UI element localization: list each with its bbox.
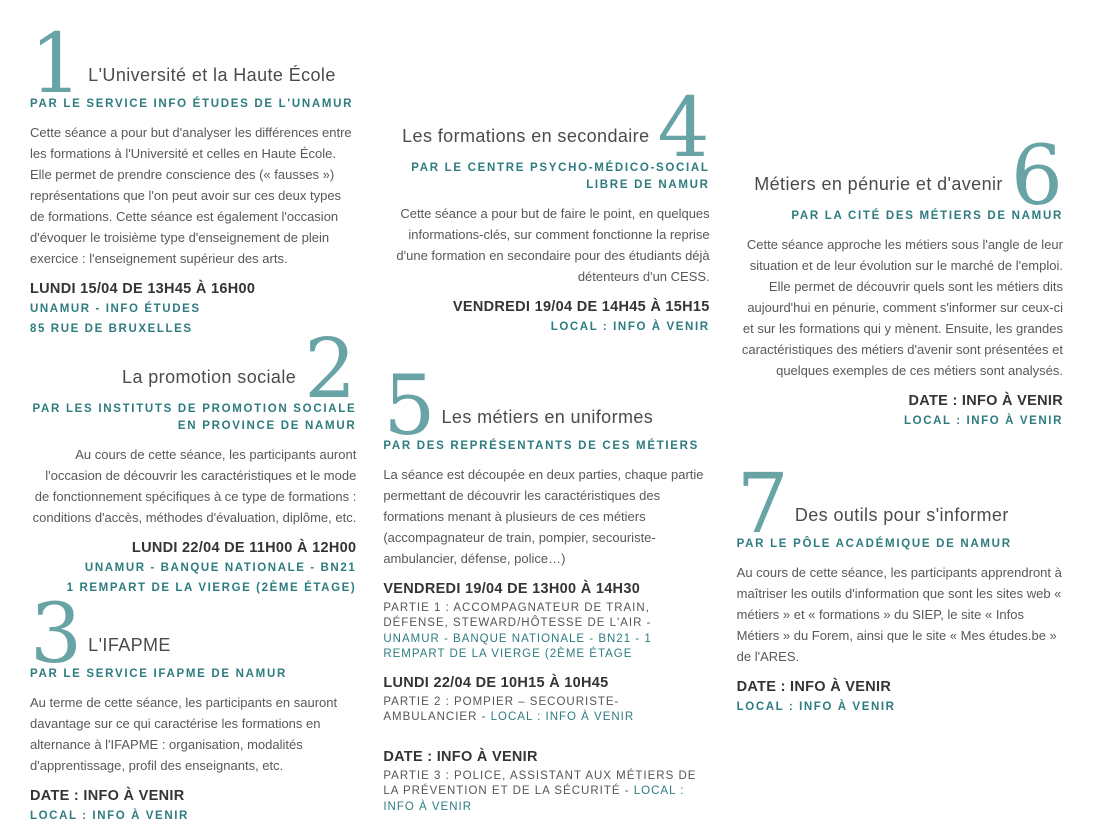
- session-detail-text: PARTIE 2 : POMPIER – SECOURISTE-AMBULANCIER -: [383, 695, 620, 723]
- section-title: L'Université et la Haute École: [88, 65, 336, 85]
- session-location: LOCAL : INFO À VENIR: [904, 415, 1063, 427]
- section-number: 6: [1010, 129, 1063, 224]
- session-slot: [737, 678, 1063, 716]
- session-location: UNAMUR - INFO ÉTUDES: [30, 303, 201, 315]
- section-outils-informer: [736, 456, 1063, 716]
- section-number: 1: [30, 17, 83, 112]
- section-title: L'IFAPME: [88, 635, 171, 655]
- section-presenter: PAR LES INSTITUTS DE PROMOTION SOCIALE EN PROVINCE DE NAMUR: [32, 403, 357, 432]
- section-description: Au cours de cette séance, les participants auront l'occasion de découvrir les caractéristiques et le mode de fonctionnement spécifiques à ce type de formations : conditions d'accès, méthodes d'évaluation, diplôme, etc.: [32, 447, 357, 525]
- session-detail: [383, 695, 709, 726]
- section-universite-haute-ecole: [30, 17, 356, 337]
- section-title: Métiers en pénurie et d'avenir: [754, 174, 1003, 194]
- section-number: 5: [383, 358, 436, 454]
- session-date: LUNDI 22/04 DE 10H15 À 10H45: [383, 674, 609, 691]
- section-title: Les formations en secondaire: [402, 126, 650, 146]
- session-detail-location: LOCAL : INFO À VENIR: [383, 785, 685, 813]
- session-detail-text: PARTIE 3 : POLICE, ASSISTANT AUX MÉTIERS DE LA PRÉVENTION ET DE LA SÉCURITÉ -: [383, 769, 697, 797]
- section-title: Les métiers en uniformes: [441, 406, 654, 427]
- session-slot: [30, 787, 356, 825]
- section-header: [383, 81, 710, 176]
- session-location: UNAMUR - BANQUE NATIONALE - BN21: [84, 562, 357, 574]
- section-presenter: PAR LA CITÉ DES MÉTIERS DE NAMUR: [791, 210, 1063, 222]
- column-3: [737, 0, 1063, 837]
- section-metiers-uniformes: [383, 358, 709, 816]
- session-date: LUNDI 15/04 DE 13H45 À 16H00: [30, 281, 256, 297]
- section-title: La promotion sociale: [122, 367, 297, 387]
- session-date: DATE : INFO À VENIR: [30, 788, 185, 804]
- session-detail: [383, 769, 709, 816]
- section-description: Cette séance approche les métiers sous l'angle de leur situation et de leur évolution sur le marché de l'emploi. Elle permet de découvrir quels sont les métiers dits aujourd'hui en pénurie, comment s'informer sur ceux-ci et sur les formations qui y mènent. Ensuite, les grandes caractéristiques des métiers d'avenir sont présentées et quelques exemples de ces métiers sont analysés.: [741, 237, 1063, 378]
- session-date: DATE : INFO À VENIR: [908, 393, 1063, 409]
- session-date: DATE : INFO À VENIR: [736, 678, 892, 695]
- session-slot-partie-1: [383, 580, 709, 663]
- session-location: LOCAL : INFO À VENIR: [736, 700, 896, 713]
- session-slot-partie-3: [383, 748, 709, 816]
- column-2: [383, 0, 709, 837]
- session-date: VENDREDI 19/04 DE 14H45 À 15H15: [452, 299, 710, 315]
- session-slot: [383, 298, 709, 336]
- section-description: La séance est découpée en deux parties, chaque partie permettant de découvrir les caractéristiques des formations menant à plusieurs de ces métiers (accompagnateur de train, pompier, secouriste-ambulancier, défense, police…): [383, 466, 704, 566]
- section-number: 4: [657, 81, 710, 176]
- section-number: 3: [30, 587, 83, 682]
- section-number: 2: [304, 322, 357, 417]
- session-location: LOCAL : INFO À VENIR: [30, 810, 189, 822]
- section-description: Cette séance a pour but de faire le point, en quelques informations-clés, sur comment fonctionne la reprise d'une formation en secondaire pour des étudiants déjà détenteurs d'un CESS.: [396, 206, 710, 284]
- session-detail: [383, 601, 709, 663]
- column-1: [30, 0, 356, 837]
- session-detail-text: PARTIE 1 : ACCOMPAGNATEUR DE TRAIN, DÉFENSE, STEWARD/HÔTESSE DE L'AIR -: [383, 601, 652, 629]
- session-location: 85 RUE DE BRUXELLES: [30, 322, 193, 335]
- session-date: DATE : INFO À VENIR: [383, 748, 538, 765]
- session-slot-partie-2: [383, 674, 709, 726]
- section-number: 7: [736, 456, 789, 552]
- section-presenter: PAR LE PÔLE ACADÉMIQUE DE NAMUR: [736, 537, 1012, 550]
- section-description: Cette séance a pour but d'analyser les différences entre les formations à l'Université et celles en Haute École. Elle permet de prendre conscience des (« fausses ») représentations que l'on peut avoir sur ces deux types de formations. Cette séance est également l'occasion d'évoquer le troisième type d'enseignement de plein exercice : l'enseignement supérieur des arts.: [30, 125, 352, 266]
- section-formations-secondaire: [383, 81, 710, 336]
- section-presenter: PAR LE SERVICE INFO ÉTUDES DE L'UNAMUR: [30, 98, 354, 110]
- section-presenter: PAR LE SERVICE IFAPME DE NAMUR: [30, 668, 287, 680]
- section-metiers-penurie-avenir: [737, 129, 1063, 430]
- section-title: Des outils pour s'informer: [794, 504, 1009, 525]
- session-date: LUNDI 22/04 DE 11H00 À 12H00: [131, 540, 357, 556]
- section-description: Au terme de cette séance, les participants en sauront davantage sur ce qui caractérise les formations en alternance à l'IFAPME : organisation, modalités d'apprentissage, profil des enseignants, etc.: [30, 695, 338, 773]
- session-location: 1 REMPART DE LA VIERGE (2ÈME ÉTAGE): [66, 581, 357, 594]
- session-slot: [737, 392, 1063, 430]
- section-presenter: PAR LE CENTRE PSYCHO-MÉDICO-SOCIAL LIBRE DE NAMUR: [411, 162, 710, 191]
- session-location: LOCAL : INFO À VENIR: [550, 321, 710, 333]
- section-presenter: PAR DES REPRÉSENTANTS DE CES MÉTIERS: [383, 439, 700, 452]
- section-description: Au cours de cette séance, les participants apprendront à maîtriser les outils d'information que sont les sites web « métiers » et « formations » du SIEP, le site « Infos Métiers » du Forem, ainsi que le site « Mes études.be » de l'ARES.: [736, 564, 1062, 664]
- session-detail-location: LOCAL : INFO À VENIR: [490, 711, 635, 723]
- session-detail-location: UNAMUR - BANQUE NATIONALE - BN21 - 1 REMPART DE LA VIERGE (2ÈME ÉTAGE: [383, 632, 652, 660]
- session-date: VENDREDI 19/04 DE 13H00 À 14H30: [383, 580, 641, 597]
